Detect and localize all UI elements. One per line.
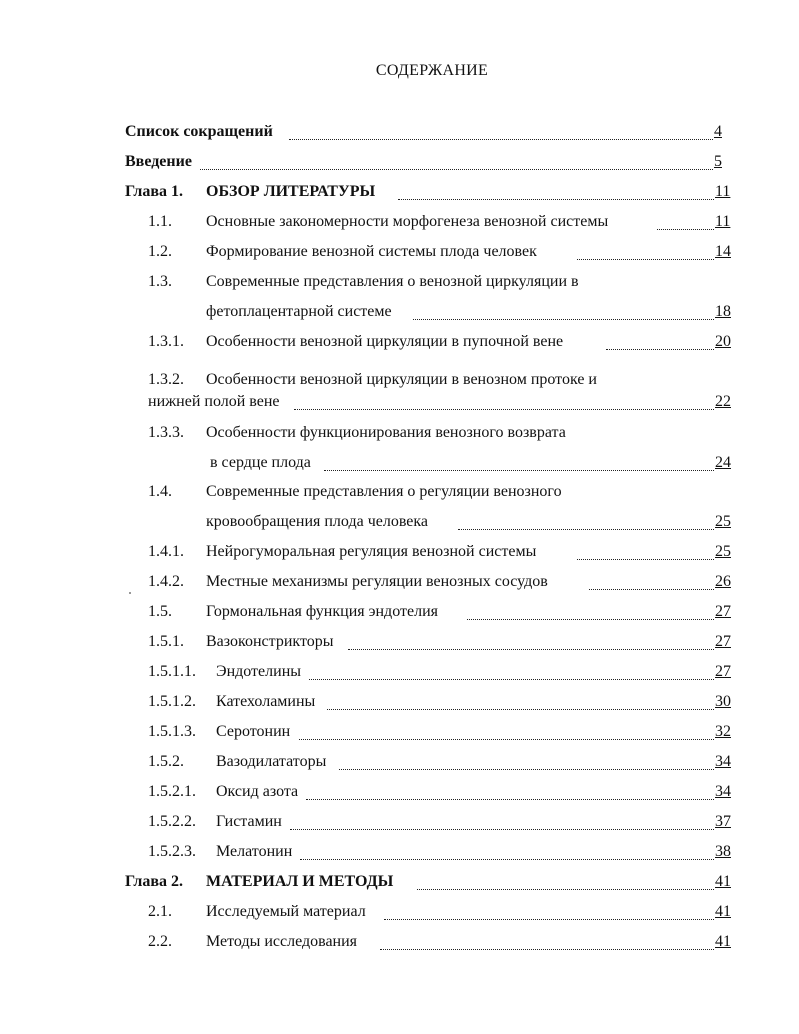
entry-page: 30 — [715, 693, 731, 710]
entry-title: Нейрогуморальная регуляция венозной системы — [206, 543, 537, 560]
toc-entry — [0, 631, 799, 653]
entry-number: Глава 2. — [125, 873, 183, 890]
entry-page: 27 — [715, 663, 731, 680]
entry-number: 1.5.2.3. — [148, 843, 196, 860]
entry-title: нижней полой вене — [148, 393, 280, 410]
entry-number: 1.5.1.3. — [148, 723, 196, 740]
dot-leader — [306, 777, 714, 800]
toc-entry — [0, 271, 799, 293]
entry-page: 27 — [715, 603, 731, 620]
entry-title: Основные закономерности морфогенеза венозной системы — [206, 213, 609, 230]
toc-entry — [0, 721, 799, 743]
entry-title: в сердце плода — [210, 454, 311, 471]
entry-page: 5 — [714, 153, 722, 170]
dot-leader — [417, 867, 714, 890]
toc-entry — [0, 781, 799, 803]
toc-entry — [0, 422, 799, 444]
entry-title: Катехоламины — [216, 693, 316, 710]
entry-title: МАТЕРИАЛ И МЕТОДЫ — [206, 873, 394, 890]
entry-page: 34 — [715, 783, 731, 800]
entry-title: фетоплацентарной системе — [206, 303, 392, 320]
dot-leader — [577, 537, 714, 560]
dot-leader — [384, 897, 714, 920]
scan-speck — [129, 592, 131, 594]
entry-page: 32 — [715, 723, 731, 740]
entry-page: 11 — [715, 213, 731, 230]
entry-number: 1.5. — [148, 603, 172, 620]
toc-entry — [0, 121, 799, 143]
entry-title: Особенности венозной циркуляции в венозном протоке и — [206, 371, 597, 388]
entry-title: Эндотелины — [216, 663, 302, 680]
toc-entry — [0, 241, 799, 263]
entry-title: Гистамин — [216, 813, 282, 830]
dot-leader — [309, 657, 714, 680]
entry-number: 1.5.1. — [148, 633, 184, 650]
entry-title: Мелатонин — [216, 843, 293, 860]
dot-leader — [606, 327, 714, 350]
toc-entry — [0, 211, 799, 233]
entry-number: 1.2. — [148, 243, 172, 260]
toc-entry — [0, 841, 799, 863]
entry-number: 1.5.2.2. — [148, 813, 196, 830]
entry-number: 1.1. — [148, 213, 172, 230]
entry-title: Формирование венозной системы плода человек — [206, 243, 537, 260]
dot-leader — [398, 177, 714, 200]
entry-title: Список сокращений — [125, 123, 273, 140]
entry-number: 1.4.1. — [148, 543, 184, 560]
toc-entry — [0, 331, 799, 353]
entry-title: Серотонин — [216, 723, 291, 740]
entry-number: Глава 1. — [125, 183, 183, 200]
toc-entry — [0, 601, 799, 623]
entry-number: 1.5.1.2. — [148, 693, 196, 710]
entry-page: 25 — [715, 543, 731, 560]
entry-page: 24 — [715, 454, 731, 471]
entry-number: 1.3.3. — [148, 424, 184, 441]
toc-entry-continuation — [0, 511, 799, 533]
toc-entry — [0, 151, 799, 173]
entry-title: Введение — [125, 153, 192, 170]
toc-entry — [0, 571, 799, 593]
dot-leader — [458, 507, 714, 530]
entry-title: Современные представления о венозной циркуляции в — [206, 273, 579, 290]
entry-page: 22 — [715, 393, 731, 410]
dot-leader — [200, 147, 713, 170]
entry-number: 2.2. — [148, 933, 172, 950]
entry-title: кровообращения плода человека — [206, 513, 429, 530]
dot-leader — [339, 747, 714, 770]
toc-entry — [0, 871, 799, 893]
entry-title: Исследуемый материал — [206, 903, 366, 920]
page-title: СОДЕРЖАНИЕ — [375, 62, 489, 79]
dot-leader — [657, 207, 714, 230]
dot-leader — [589, 567, 714, 590]
entry-title: Гормональная функция эндотелия — [206, 603, 438, 620]
toc-entry-continuation — [0, 452, 799, 474]
entry-number: 1.3. — [148, 273, 172, 290]
entry-page: 34 — [715, 753, 731, 770]
toc-entry-continuation — [0, 301, 799, 323]
entry-page: 41 — [715, 873, 731, 890]
dot-leader — [413, 297, 714, 320]
dot-leader — [577, 237, 714, 260]
entry-page: 38 — [715, 843, 731, 860]
entry-title: Вазодилататоры — [216, 753, 327, 770]
dot-leader — [300, 837, 714, 860]
entry-page: 11 — [715, 183, 731, 200]
toc-entry — [0, 751, 799, 773]
toc-entry — [0, 541, 799, 563]
entry-page: 14 — [715, 243, 731, 260]
entry-title: Методы исследования — [206, 933, 358, 950]
toc-entry — [0, 811, 799, 833]
toc-entry — [0, 661, 799, 683]
entry-title: Современные представления о регуляции венозного — [206, 483, 562, 500]
entry-page: 18 — [715, 303, 731, 320]
dot-leader — [294, 387, 714, 410]
entry-page: 26 — [715, 573, 731, 590]
dot-leader — [327, 687, 714, 710]
entry-title: Местные механизмы регуляции венозных сосудов — [206, 573, 548, 590]
entry-title: ОБЗОР ЛИТЕРАТУРЫ — [206, 183, 376, 200]
toc-entry — [0, 691, 799, 713]
entry-title: Оксид азота — [216, 783, 299, 800]
entry-page: 20 — [715, 333, 731, 350]
toc-entry — [0, 931, 799, 953]
dot-leader — [380, 927, 714, 950]
entry-page: 4 — [714, 123, 722, 140]
entry-page: 27 — [715, 633, 731, 650]
entry-number: 1.5.1.1. — [148, 663, 196, 680]
entry-number: 1.3.2. — [148, 371, 184, 388]
entry-page: 41 — [715, 903, 731, 920]
toc-entry — [0, 901, 799, 923]
entry-number: 1.4.2. — [148, 573, 184, 590]
entry-number: 1.4. — [148, 483, 172, 500]
toc-entry-continuation — [0, 391, 799, 413]
dot-leader — [290, 807, 714, 830]
entry-number: 2.1. — [148, 903, 172, 920]
entry-page: 25 — [715, 513, 731, 530]
dot-leader — [467, 597, 714, 620]
entry-page: 41 — [715, 933, 731, 950]
entry-number: 1.3.1. — [148, 333, 184, 350]
entry-number: 1.5.2.1. — [148, 783, 196, 800]
entry-title: Особенности венозной циркуляции в пупочной вене — [206, 333, 564, 350]
entry-page: 37 — [715, 813, 731, 830]
entry-title: Особенности функционирования венозного возврата — [206, 424, 566, 441]
entry-number: 1.5.2. — [148, 753, 184, 770]
dot-leader — [289, 117, 713, 140]
toc-entry — [0, 181, 799, 203]
entry-title: Вазоконстрикторы — [206, 633, 334, 650]
toc-entry — [0, 481, 799, 503]
dot-leader — [299, 717, 714, 740]
dot-leader — [348, 627, 714, 650]
dot-leader — [324, 448, 714, 471]
